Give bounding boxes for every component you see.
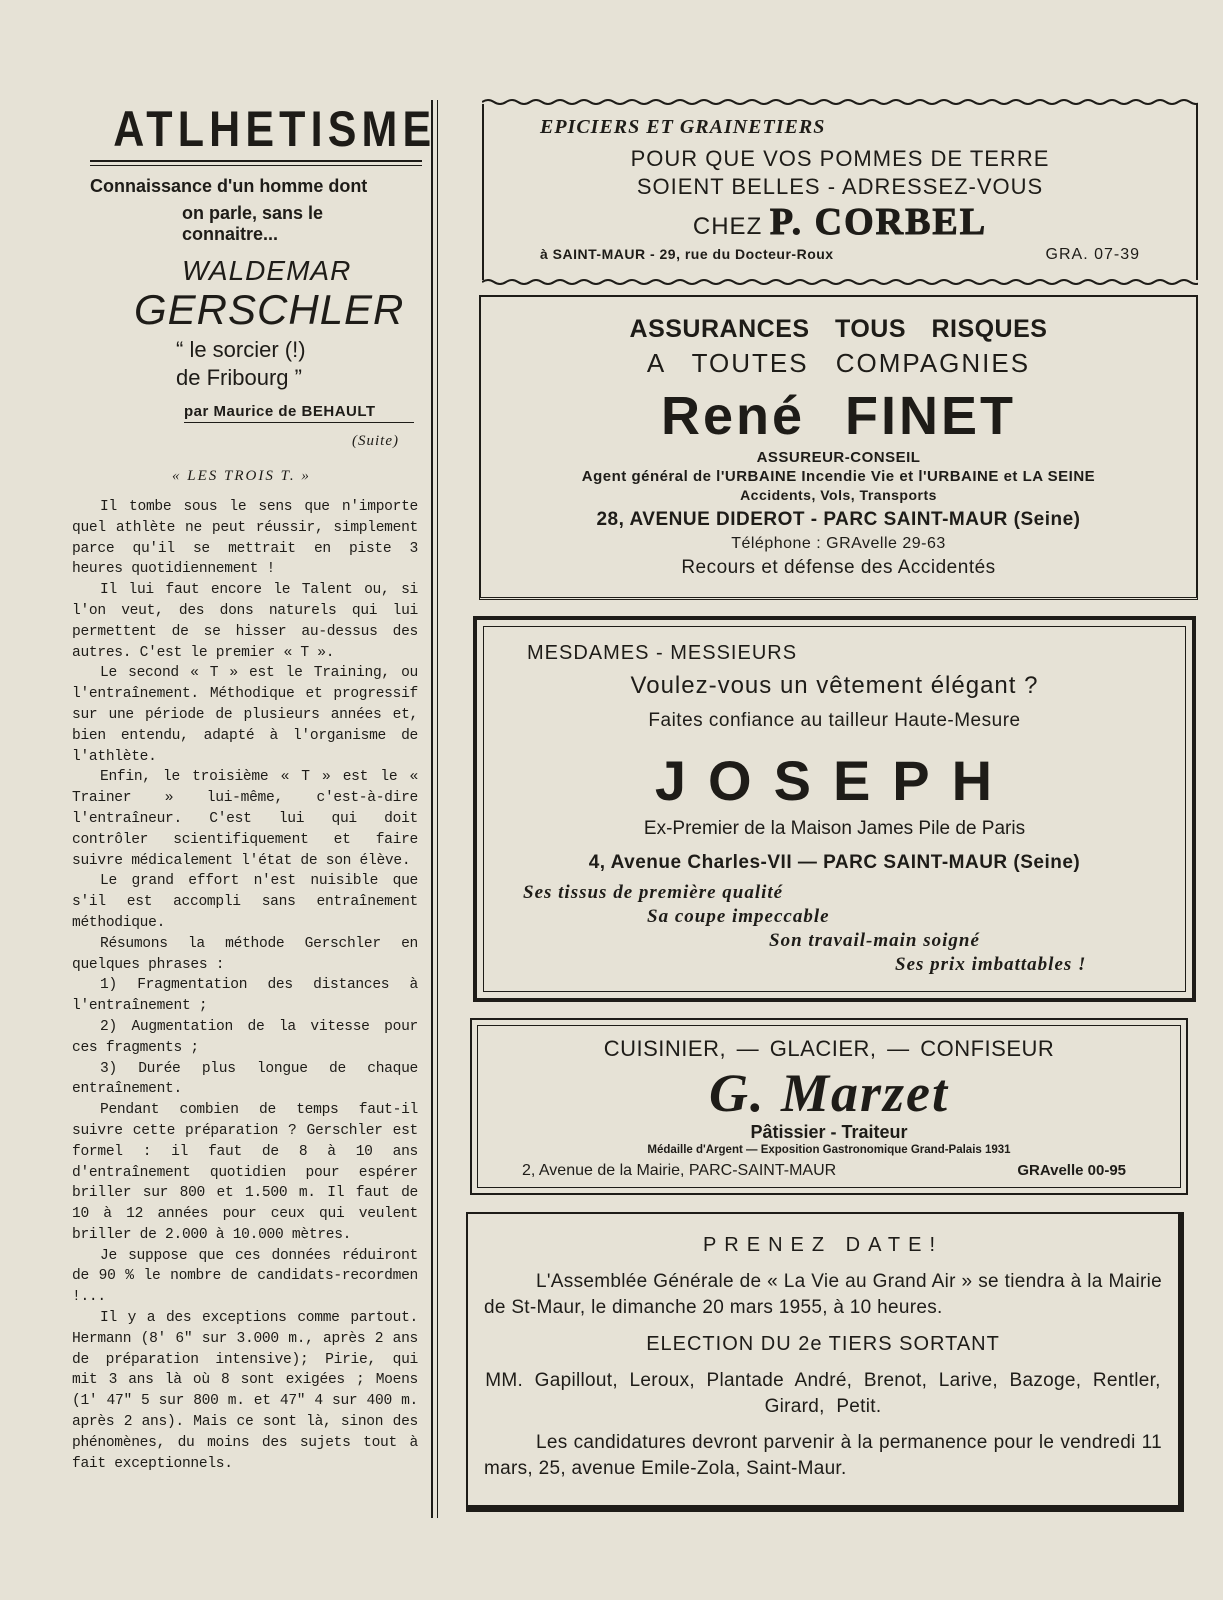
marzet-address: 2, Avenue de la Mairie, PARC-SAINT-MAUR — [522, 1162, 837, 1179]
finet-title: ASSUREUR-CONSEIL — [756, 449, 921, 466]
nickname-line2: de Fribourg ” — [176, 365, 302, 390]
notice-paragraph-2: Les candidatures devront parvenir à la permanence pour le vendredi 11 mars, 25, avenue Emile-Zola, Saint-Maur. — [484, 1432, 1162, 1479]
corbel-line1: POUR QUE VOS POMMES DE TERRE — [630, 146, 1050, 171]
joseph-slogan4: Ses prix imbattables ! — [895, 954, 1087, 975]
corbel-heading: EPICIERS ET GRAINETIERS — [540, 116, 826, 138]
joseph-greeting: MESDAMES - MESSIEURS — [527, 642, 798, 664]
article-paragraph: Pendant combien de temps faut-il suivre cette préparation ? Gerschler est formel : il faut de 8 à 10 ans d'entraînement quotidien pour espérer briller sur 800 et 1.500 m. Il faut de 10 à 12 années pour ceux qui veulent briller de 2.000 à 10.000 mètres. — [72, 1102, 418, 1243]
section-title: « LES TROIS T. » — [172, 468, 311, 484]
corbel-phone: GRA. 07-39 — [1045, 246, 1140, 263]
continued-label: (Suite) — [352, 433, 399, 449]
joseph-slogan1: Ses tissus de première qualité — [523, 882, 784, 903]
marzet-name: G. Marzet — [708, 1063, 949, 1123]
headline-rule — [90, 160, 422, 166]
finet-line2: A TOUTES COMPAGNIES — [646, 348, 1031, 378]
ad-marzet — [470, 1018, 1188, 1195]
joseph-slogan2: Sa coupe impeccable — [647, 906, 830, 927]
joseph-address: 4, Avenue Charles-VII — PARC SAINT-MAUR (Seine) — [588, 852, 1081, 873]
finet-name: René FINET — [660, 386, 1017, 446]
corbel-name-line — [484, 200, 1196, 244]
article-paragraph: 3) Durée plus longue de chaque entraînement. — [72, 1060, 418, 1098]
subject-first-name: WALDEMAR — [182, 255, 352, 286]
marzet-trades: CUISINIER, — GLACIER, — CONFISEUR — [603, 1036, 1055, 1061]
article-paragraph: 2) Augmentation de la vitesse pour ces fragments ; — [72, 1018, 418, 1056]
article-subtitle-line1: Connaissance d'un homme dont — [90, 176, 368, 196]
notice-members: MM. Gapillout, Leroux, Plantade André, Brenot, Larive, Bazoge, Rentler, Girard, Petit. — [485, 1370, 1161, 1417]
article-paragraph: Il y a des exceptions comme partout. Hermann (8' 6" sur 3.000 m., après 2 ans de préparation intensive); Pirie, qui mit 3 ans là où 8 sont exigées ; Moens (1' 47" 5 sur 800 m. et 47" 4 sur 400 m. après 2 ans). Mais ce sont là, sinon des phénomènes, du moins des sujets tout à fait exceptionnels. — [72, 1310, 418, 1472]
joseph-question: Voulez-vous un vêtement élégant ? — [630, 672, 1039, 699]
article-paragraph: Enfin, le troisième « T » est le « Trainer » lui-même, c'est-à-dire l'entraîneur. C'est lui qui doit contrôler scientifiquement et faire suivre médicalement l'état de son élève. — [72, 769, 418, 869]
corbel-address: à SAINT-MAUR - 29, rue du Docteur-Roux — [540, 246, 834, 262]
article-paragraph: Le second « T » est le Training, ou l'entraînement. Méthodique et progressif sur une période de plusieurs années et, bien entendu, adapté à l'organisme de l'athlète. — [72, 665, 418, 765]
article-headline: ATLHETISME — [113, 101, 437, 157]
marzet-title: Pâtissier - Traiteur — [750, 1122, 908, 1142]
corbel-name: P. CORBEL — [769, 201, 988, 243]
wavy-border-bottom — [482, 278, 1198, 286]
marzet-medal: Médaille d'Argent — Exposition Gastronomique Grand-Palais 1931 — [647, 1144, 1011, 1156]
finet-address: 28, AVENUE DIDEROT - PARC SAINT-MAUR (Seine) — [596, 509, 1081, 530]
byline-rule — [184, 422, 414, 423]
finet-recours: Recours et défense des Accidentés — [681, 557, 996, 578]
notice-election: ELECTION DU 2e TIERS SORTANT — [646, 1333, 1000, 1355]
column-divider — [431, 100, 438, 1518]
joseph-tagline: Faites confiance au tailleur Haute-Mesure — [648, 710, 1021, 731]
article-paragraph: Je suppose que ces données réduiront de 90 % le nombre de candidats-recordmen !... — [72, 1247, 418, 1306]
ad-finet — [479, 295, 1198, 600]
article-paragraph: 1) Fragmentation des distances à l'entraînement ; — [72, 977, 418, 1015]
article-subtitle-line2: on parle, sans le connaitre... — [182, 203, 324, 244]
notice-box — [466, 1212, 1184, 1512]
article-paragraph: Il lui faut encore le Talent ou, si l'on veut, des dons naturels qui lui permettent de se hisser au-dessus des autres. C'est le premier « T ». — [72, 582, 418, 661]
joseph-former: Ex-Premier de la Maison James Pile de Paris — [643, 818, 1026, 839]
ad-corbel — [482, 104, 1198, 280]
article-column — [72, 100, 437, 1474]
finet-phone: Téléphone : GRAvelle 29-63 — [731, 535, 946, 552]
marzet-phone: GRAvelle 00-95 — [1017, 1162, 1126, 1179]
subject-last-name: GERSCHLER — [134, 286, 405, 333]
finet-agent: Agent général de l'URBAINE Incendie Vie et l'URBAINE et LA SEINE — [581, 468, 1096, 485]
corbel-line2: SOIENT BELLES - ADRESSEZ-VOUS — [636, 174, 1044, 199]
notice-paragraph-1: L'Assemblée Générale de « La Vie au Grand Air » se tiendra à la Mairie de St-Maur, le dimanche 20 mars 1955, à 10 heures. — [484, 1271, 1162, 1318]
notice-title: PRENEZ DATE! — [702, 1234, 944, 1256]
article-body — [72, 497, 418, 1474]
wavy-border-top — [482, 98, 1198, 106]
finet-services: Accidents, Vols, Transports — [740, 487, 937, 503]
ad-joseph — [473, 616, 1196, 1002]
article-paragraph: Le grand effort n'est nuisible que s'il est accompli sans entraînement méthodique. — [72, 873, 418, 931]
finet-line1: ASSURANCES TOUS RISQUES — [629, 315, 1048, 343]
corbel-chez: CHEZ — [692, 213, 763, 240]
article-byline: par Maurice de BEHAULT — [184, 403, 376, 420]
nickname-line1: “ le sorcier (!) — [176, 337, 306, 362]
article-paragraph: Résumons la méthode Gerschler en quelques phrases : — [72, 935, 418, 973]
article-paragraph: Il tombe sous le sens que n'importe quel athlète ne peut réussir, simplement parce qu'il se mettrait en piste 3 heures quotidiennement ! — [72, 499, 418, 578]
joseph-name: JOSEPH — [654, 749, 1015, 812]
joseph-slogan3: Son travail-main soigné — [769, 930, 980, 951]
